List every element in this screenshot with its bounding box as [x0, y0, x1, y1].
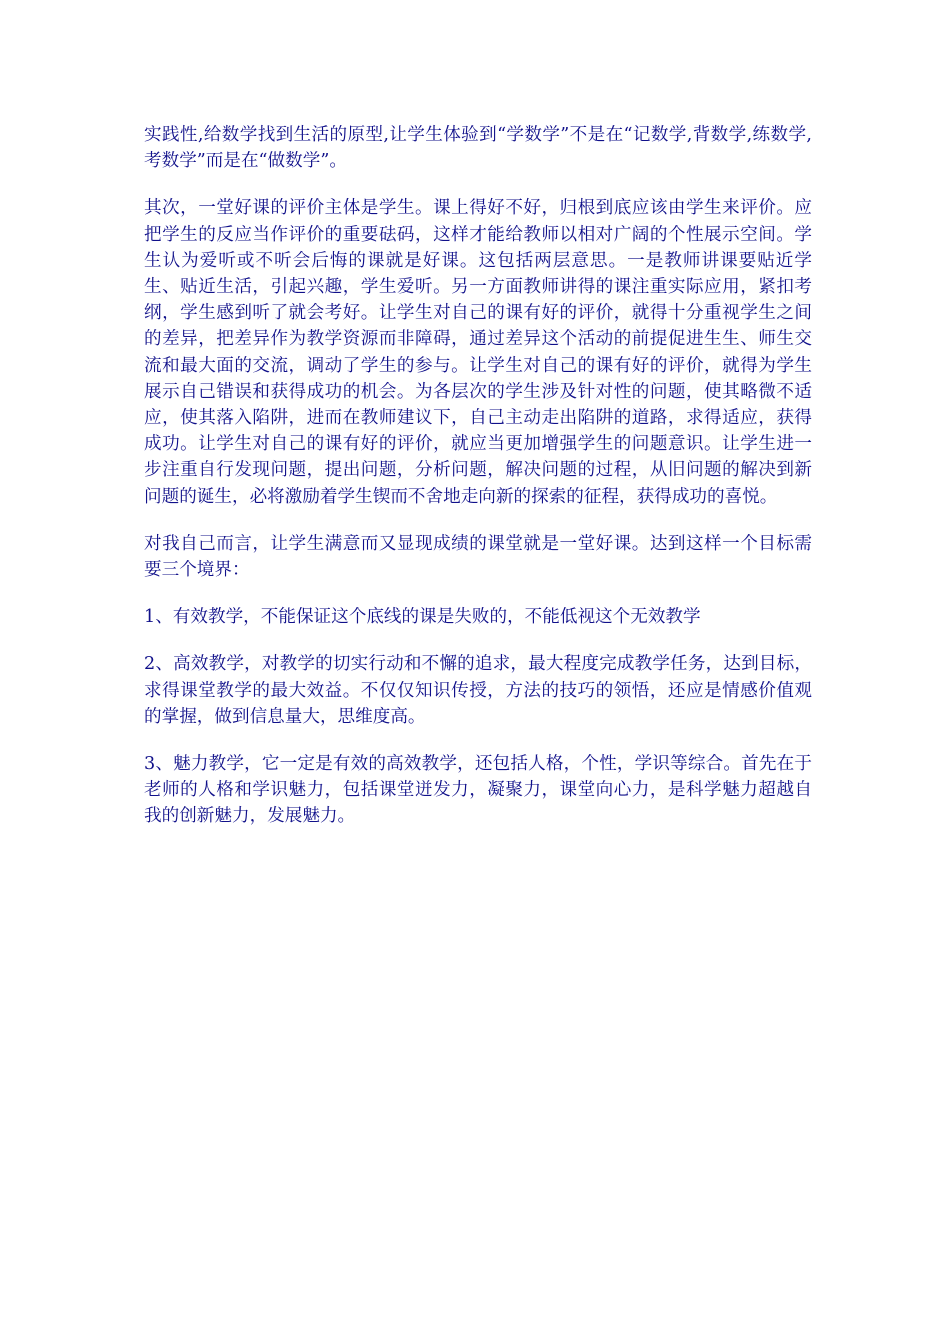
list-item-effective-teaching: 1、有效教学，不能保证这个底线的课是失败的，不能低视这个无效教学: [144, 607, 701, 628]
list-item-charisma-teaching: 3、魅力教学，它一定是有效的高效教学，还包括人格，个性，学识等综合。首先在于老师的人格和学识魅力，包括课堂迸发力，凝聚力，课堂向心力，是科学魅力超越自我的创新魅力，发展魅力。: [144, 754, 812, 827]
paragraph-evaluation: 其次，一堂好课的评价主体是学生。课上得好不好，归根到底应该由学生来评价。应把学生的反应当作评价的重要砝码，这样才能给教师以相对广阔的个性展示空间。学生认为爱听或不听会后悔的课就是好课。这包括两层意思。一是教师讲课要贴近学生、贴近生活，引起兴趣，学生爱听。另一方面教师讲得的课注重实际应用，紧扣考纲，学生感到听了就会考好。让学生对自己的课有好的评价，就得十分重视学生之间的差异，把差异作为教学资源而非障碍，通过差异这个活动的前提促进生生、师生交流和最大面的交流，调动了学生的参与。让学生对自己的课有好的评价，就得为学生展示自己错误和获得成功的机会。为各层次的学生涉及针对性的问题，使其略微不适应，使其落入陷阱，进而在教师建议下，自己主动走出陷阱的道路，求得适应，获得成功。让学生对自己的课有好的评价，就应当更加增强学生的问题意识。让学生进一步注重自行发现问题，提出问题，分析问题，解决问题的过程，从旧问题的解决到新问题的诞生，必将激励着学生锲而不舍地走向新的探索的征程，获得成功的喜悦。: [144, 198, 812, 507]
paragraph-practice: 实践性,给数学找到生活的原型,让学生体验到“学数学”不是在“记数学,背数学,练数学,考数学”而是在“做数学”。: [144, 125, 812, 172]
document-body: [144, 122, 812, 851]
list-item-efficient-teaching: 2、高效教学，对教学的切实行动和不懈的追求，最大程度完成教学任务，达到目标，求得课堂教学的最大效益。不仅仅知识传授，方法的技巧的领悟，还应是情感价值观的掌握，做到信息量大，思维度高。: [144, 654, 812, 727]
paragraph-goal: 对我自己而言，让学生满意而又显现成绩的课堂就是一堂好课。达到这样一个目标需要三个境界：: [144, 533, 812, 581]
